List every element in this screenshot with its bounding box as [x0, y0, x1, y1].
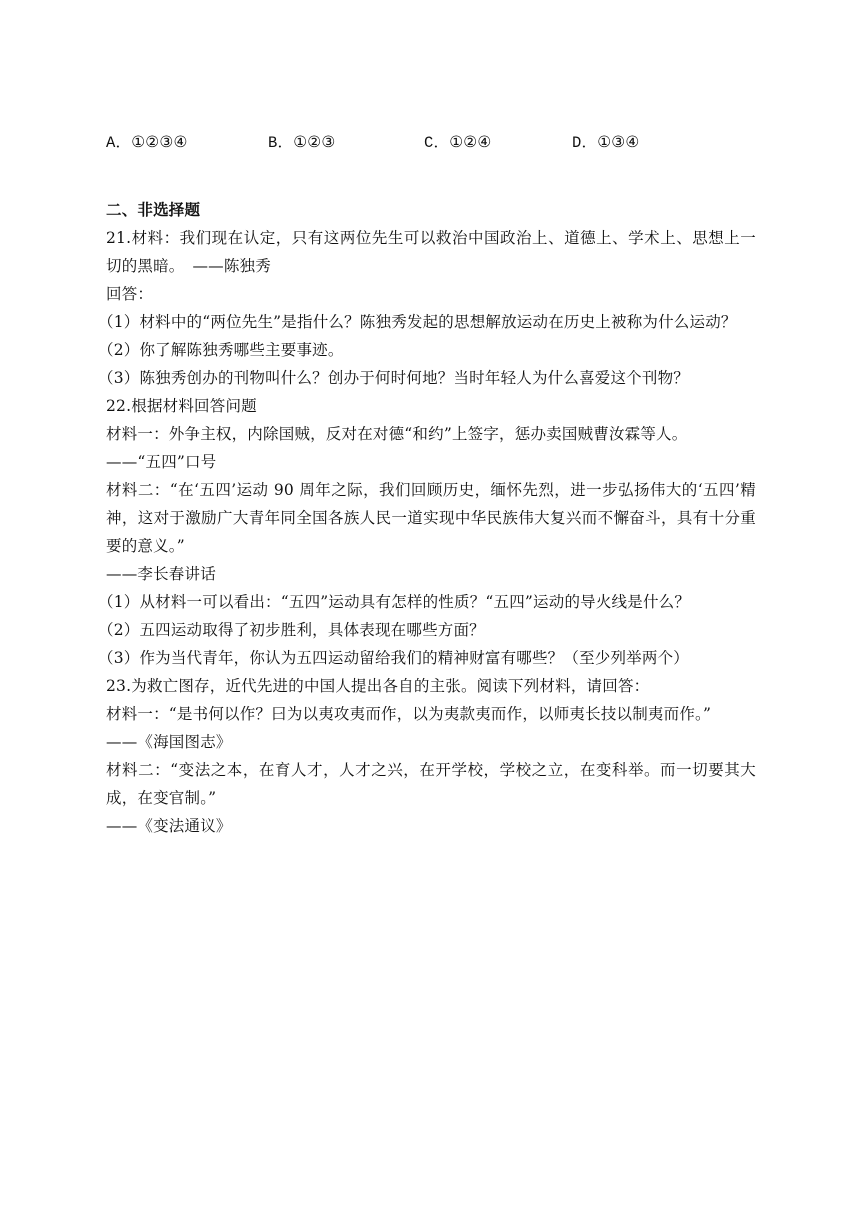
option-d: D．①③④ — [572, 133, 640, 152]
q22-sub-1: （1）从材料一可以看出：“五四”运动具有怎样的性质？“五四”运动的导火线是什么？ — [98, 593, 691, 611]
q21-sub-1: （1）材料中的“两位先生”是指什么？陈独秀发起的思想解放运动在历史上被称为什么运动？ — [98, 313, 737, 331]
q22-material-1: 材料一：外争主权，内除国贼，反对在对德“和约”上签字，惩办卖国贼曹汝霖等人。 — [106, 425, 688, 443]
section-title: 二、非选择题 — [106, 201, 201, 219]
option-b: B．①②③ — [268, 133, 336, 152]
q21-material: 21.材料：我们现在认定，只有这两位先生可以救治中国政治上、道德上、学术上、思想上一切的黑暗。 ——陈独秀 — [106, 229, 756, 275]
q22-source-2: ——李长春讲话 — [106, 565, 216, 583]
option-a: A．①②③④ — [106, 133, 188, 152]
q21-sub-2: （2）你了解陈独秀哪些主要事迹。 — [98, 341, 344, 359]
q23-material-1: 材料一：“是书何以作？曰为以夷攻夷而作，以为夷款夷而作，以师夷长技以制夷而作。” — [106, 705, 712, 723]
page-content — [98, 128, 756, 840]
q22-sub-2: （2）五四运动取得了初步胜利，具体表现在哪些方面？ — [98, 621, 485, 639]
q21-sub-3: （3）陈独秀创办的刊物叫什么？创办于何时何地？当时年轻人为什么喜爱这个刊物？ — [98, 369, 689, 387]
q23-material-2: 材料二：“变法之本，在育人才，人才之兴，在开学校，学校之立，在变科举。而一切要其大成，在变官制。” — [106, 761, 756, 807]
q21-answer-label: 回答： — [106, 285, 154, 303]
q22-material-2: 材料二：“在‘五四’运动 90 周年之际，我们回顾历史，缅怀先烈，进一步弘扬伟大的‘五四’精神，这对于激励广大青年同全国各族人民一道实现中华民族伟大复兴而不懈奋斗，具有十分重要的意义。” — [106, 481, 756, 555]
option-c: C．①②④ — [424, 133, 492, 152]
q22-sub-3: （3）作为当代青年，你认为五四运动留给我们的精神财富有哪些？（至少列举两个） — [98, 649, 689, 667]
q23-source-2: ——《变法通议》 — [106, 817, 232, 835]
q22-source-1: ——“五四”口号 — [106, 453, 217, 471]
q22-title: 22.根据材料回答问题 — [106, 397, 257, 415]
answer-options — [106, 128, 756, 156]
q23-intro: 23.为救亡图存，近代先进的中国人提出各自的主张。阅读下列材料，请回答： — [106, 677, 650, 695]
q23-source-1: ——《海国图志》 — [106, 733, 232, 751]
